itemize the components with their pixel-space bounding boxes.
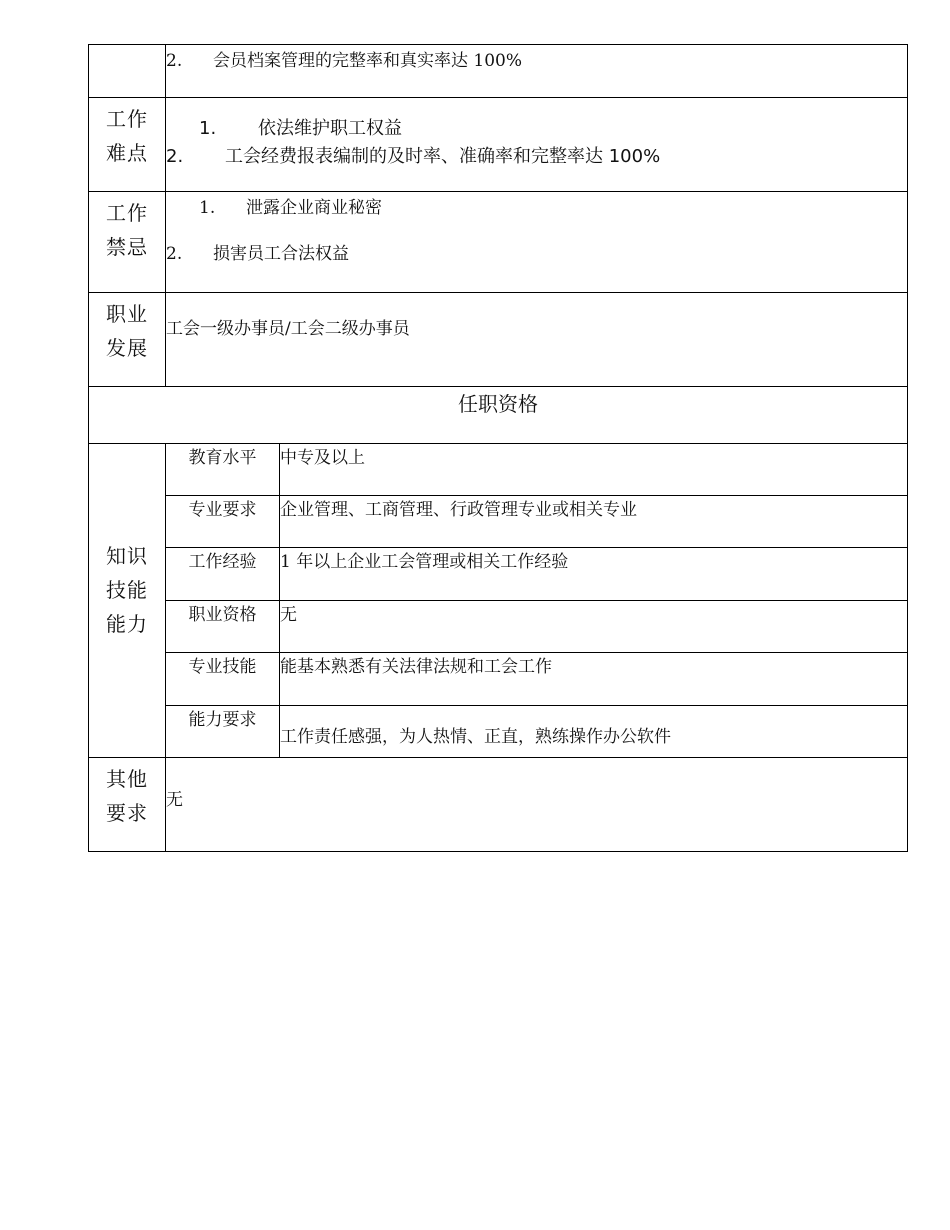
major-label: 专业要求 — [166, 496, 280, 548]
difficulties-label: 工作难点 — [89, 98, 166, 192]
education-label: 教育水平 — [166, 444, 280, 496]
job-description-table — [88, 44, 908, 852]
professional-skills-value: 能基本熟悉有关法律法规和工会工作 — [280, 653, 908, 706]
prohibitions-row — [89, 192, 908, 293]
list-number: 2. — [166, 51, 183, 71]
difficulties-row — [89, 98, 908, 192]
list-number: 1. — [199, 118, 217, 139]
other-requirements-cell — [166, 758, 908, 852]
list-text: 工会经费报表编制的及时率、准确率和完整率达 100% — [225, 145, 661, 167]
list-number: 1. — [199, 198, 216, 218]
standards-label-cell — [89, 45, 166, 98]
list-text: 泄露企业商业秘密 — [246, 198, 382, 218]
qualification-row — [89, 548, 908, 601]
list-text: 依法维护职工权益 — [258, 118, 402, 139]
career-content-cell — [166, 293, 908, 387]
difficulties-content-cell — [166, 98, 908, 192]
difficulties-item-2 — [166, 141, 907, 169]
prohibitions-content-cell — [166, 192, 908, 293]
prohibitions-item-2 — [166, 219, 907, 265]
knowledge-skills-label: 知识技能能力 — [89, 444, 166, 758]
experience-label: 工作经验 — [166, 548, 280, 601]
difficulties-item-1 — [166, 98, 907, 141]
experience-value: 1 年以上企业工会管理或相关工作经验 — [280, 548, 908, 601]
certification-label: 职业资格 — [166, 601, 280, 653]
list-text: 会员档案管理的完整率和真实率达 100% — [213, 51, 523, 71]
qualification-row — [89, 706, 908, 758]
education-value: 中专及以上 — [280, 444, 908, 496]
qualification-row — [89, 496, 908, 548]
other-requirements-value: 无 — [166, 789, 183, 810]
career-label: 职业发展 — [89, 293, 166, 387]
section-title: 任职资格 — [89, 387, 908, 444]
prohibitions-label: 工作禁忌 — [89, 192, 166, 293]
ability-value: 工作责任感强，为人热情、正直，熟练操作办公软件 — [280, 706, 908, 758]
ability-label: 能力要求 — [166, 706, 280, 758]
qualifications-header-row — [89, 387, 908, 444]
list-number: 2. — [166, 244, 183, 265]
standards-content-cell — [166, 45, 908, 98]
prohibitions-item-1 — [166, 192, 907, 219]
list-number: 2. — [166, 145, 184, 167]
other-requirements-row — [89, 758, 908, 852]
career-value: 工会一级办事员/工会二级办事员 — [166, 319, 410, 339]
qualification-row — [89, 653, 908, 706]
certification-value: 无 — [280, 601, 908, 653]
professional-skills-label: 专业技能 — [166, 653, 280, 706]
qualification-row — [89, 601, 908, 653]
standards-item-2 — [166, 45, 907, 72]
qualification-row — [89, 444, 908, 496]
other-requirements-label: 其他要求 — [89, 758, 166, 852]
list-text: 损害员工合法权益 — [213, 244, 349, 265]
major-value: 企业管理、工商管理、行政管理专业或相关专业 — [280, 496, 908, 548]
standards-continuation-row — [89, 45, 908, 98]
career-row — [89, 293, 908, 387]
